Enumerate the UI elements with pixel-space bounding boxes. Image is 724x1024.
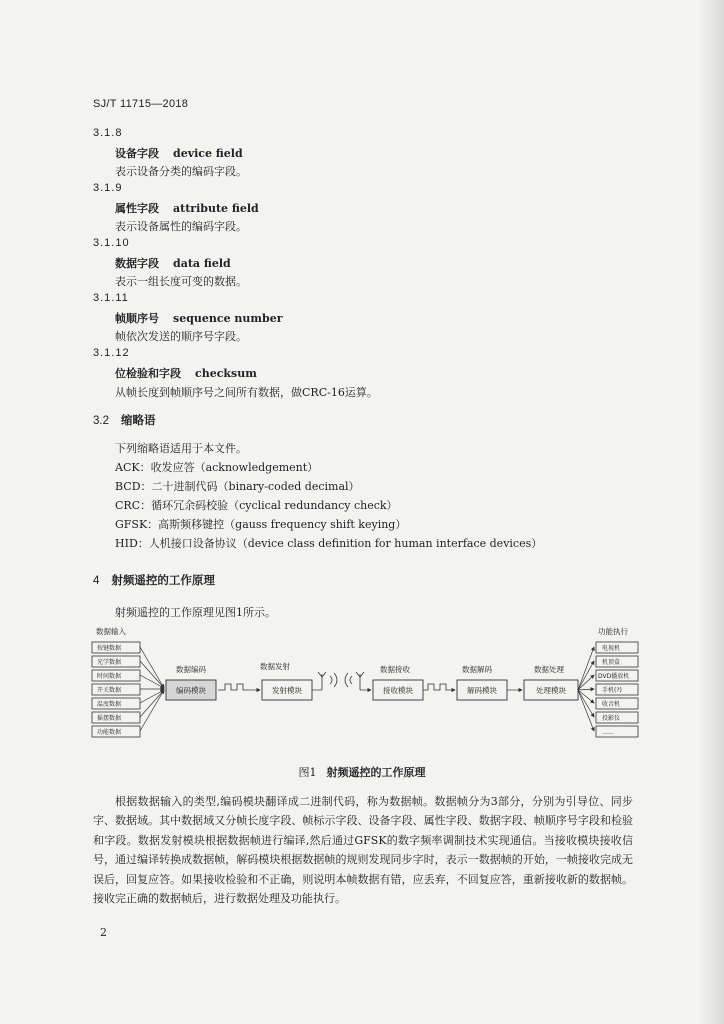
processor-module-label: 处理模块 — [536, 686, 566, 695]
output-label: 电视机 — [602, 645, 621, 652]
term-heading: 数据字段 data field — [115, 257, 231, 270]
output-column-title: 功能执行 — [598, 627, 628, 636]
output-label: 收音机 — [602, 701, 621, 708]
clause-number: 3.1.8 — [93, 127, 123, 139]
digital-signal-icon — [423, 684, 450, 690]
input-label: 时间数据 — [97, 673, 122, 680]
output-label: …… — [602, 729, 614, 736]
term-definition: 表示设备属性的编码字段。 — [115, 220, 247, 233]
input-label: 摇摆数据 — [97, 715, 122, 722]
term-heading: 帧顺序号 sequence number — [115, 312, 283, 325]
clause-number: 3.1.9 — [93, 182, 123, 194]
term-heading: 设备字段 device field — [115, 147, 243, 160]
receiver-module-label: 接收模块 — [383, 686, 413, 695]
scan-edge-shadow — [698, 0, 724, 1024]
stage-label-encode: 数据编码 — [176, 665, 206, 674]
term-definition: 表示一组长度可变的数据。 — [115, 275, 247, 288]
abbreviation-item: GFSK：高斯频移键控（gauss frequency shift keying） — [115, 518, 407, 531]
transmit-antenna-icon — [318, 672, 337, 690]
term-definition: 帧依次发送的顺序号字段。 — [115, 330, 247, 343]
section-heading: 4 射频遥控的工作原理 — [93, 573, 215, 587]
input-column-title: 数据输入 — [96, 627, 126, 636]
page-number: 2 — [100, 926, 107, 939]
standard-number-header: SJ/T 11715—2018 — [93, 98, 189, 110]
stage-label-transmit: 数据发射 — [260, 662, 290, 671]
output-label: 机顶盒 — [602, 659, 621, 666]
output-arrows — [578, 647, 594, 731]
input-label: 温度数据 — [97, 701, 122, 708]
abbreviation-item: HID：人机接口设备协议（device class definition for human interface devices） — [115, 537, 543, 550]
clause-number: 3.1.11 — [93, 292, 129, 304]
input-label: 光学数据 — [97, 659, 122, 666]
output-list — [596, 642, 638, 737]
term-heading: 位检验和字段 checksum — [115, 367, 257, 380]
abbreviation-item: CRC：循环冗余码校验（cyclical redundancy check） — [115, 499, 398, 512]
encoder-module-label: 编码模块 — [176, 686, 206, 695]
input-list — [92, 642, 140, 737]
output-label: DVD播放机 — [598, 673, 630, 680]
section-heading: 3.2 缩略语 — [93, 413, 156, 427]
term-definition: 从帧长度到帧顺序号之间所有数据，做CRC-16运算。 — [115, 386, 378, 399]
term-heading: 属性字段 attribute field — [115, 202, 259, 215]
stage-label-receive: 数据接收 — [380, 665, 410, 674]
output-label: 手机(?) — [602, 687, 622, 694]
receive-antenna-icon — [345, 672, 364, 690]
input-arrows — [140, 647, 164, 731]
abbreviation-item: ACK：收发应答（acknowledgement） — [115, 461, 319, 474]
clause-number: 3.1.12 — [93, 347, 130, 359]
stage-label-decode: 数据解码 — [462, 665, 492, 674]
rf-remote-diagram — [90, 624, 640, 762]
transmitter-module-label: 发射模块 — [272, 686, 302, 695]
abbreviations-intro: 下列缩略语适用于本文件。 — [115, 442, 247, 455]
body-paragraph: 根据数据输入的类型,编码模块翻译成二进制代码，称为数据帧。数据帧分为3部分，分别为引导位、同步字、数据域。其中数据域又分帧长度字段、帧标示字段、设备字段、属性字段、数据字段、帧顺序号字段和检验和字段。数据发射模块根据数据帧进行编译,然后通过GFSK的数字频率调制技术实现通信。当接收模块接收信号，通过编译转换成数据帧，解码模块根据数据帧的规则发现同步字时，表示一数据帧的开始，一帧接收完成无误后，回复应答。如果接收检验和不正确，则说明本帧数据有错，应丢弃，不回复应答，重新接收新的数据帧。接收完正确的数据帧后，进行数据处理及功能执行。 — [93, 795, 633, 906]
output-label: 投影仪 — [602, 715, 621, 722]
digital-signal-icon — [218, 684, 250, 690]
section-intro: 射频遥控的工作原理见图1所示。 — [115, 606, 276, 619]
input-label: 功能数据 — [97, 729, 122, 736]
decoder-module-label: 解码模块 — [467, 686, 497, 695]
input-label: 开关数据 — [97, 687, 122, 694]
stage-label-process: 数据处理 — [534, 665, 564, 674]
figure-caption: 图1 射频遥控的工作原理 — [298, 766, 426, 779]
term-definition: 表示设备分类的编码字段。 — [115, 165, 247, 178]
clause-number: 3.1.10 — [93, 237, 130, 249]
input-label: 按键数据 — [97, 645, 122, 652]
abbreviation-item: BCD：二十进制代码（binary-coded decimal） — [115, 480, 360, 493]
